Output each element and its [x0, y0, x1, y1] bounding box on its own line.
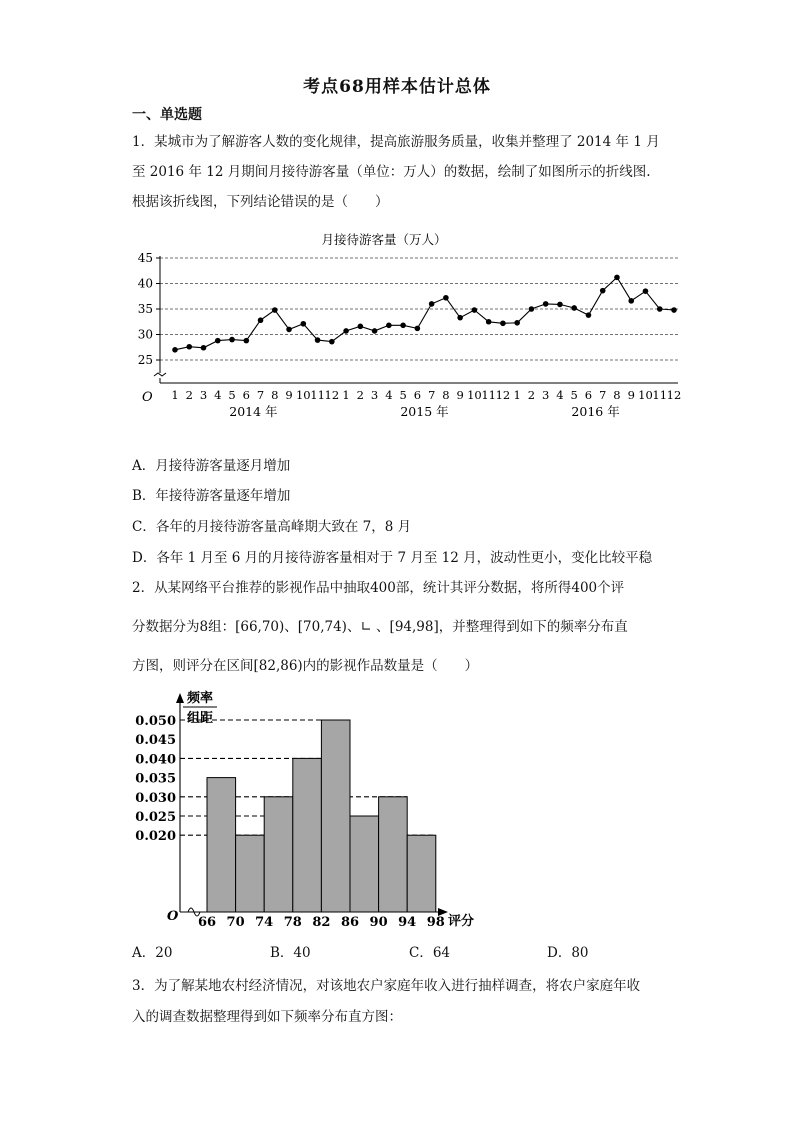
data-point	[415, 326, 421, 332]
data-point	[343, 328, 349, 334]
x-tick-label: 94	[398, 915, 417, 930]
q3-line-2: 入的调查数据整理得到如下频率分布直方图：	[132, 1009, 402, 1025]
y-label-bottom: 组距	[186, 711, 214, 726]
x-tick-label: 6	[413, 388, 422, 402]
year-label: 2016 年	[571, 404, 620, 419]
y-tick-label: 0.030	[135, 790, 176, 806]
histogram-bar	[264, 797, 293, 912]
data-point	[671, 307, 677, 313]
x-tick-label: 66	[197, 915, 217, 930]
x-tick-label: 9	[627, 388, 635, 402]
x-tick-label: 3	[370, 388, 379, 402]
data-point	[571, 305, 577, 311]
q2-option-b: B．40	[270, 945, 311, 961]
q2-line-2: 分数据分为8组：[66,70)、[70,74)、∟ 、[94,98]，并整理得到如下的频率分布直	[132, 619, 628, 635]
histogram-chart	[130, 684, 500, 934]
x-tick-labels	[171, 388, 681, 402]
q2-option-c: C．64	[409, 945, 451, 961]
data-point	[457, 315, 463, 321]
x-tick-label: 5	[399, 388, 407, 402]
data-point	[372, 328, 378, 334]
y-tick-label: 0.050	[135, 714, 176, 729]
data-point	[243, 338, 249, 344]
x-tick-label: 11	[652, 388, 668, 402]
data-point	[443, 295, 449, 301]
data-point	[529, 306, 535, 312]
y-tick-label: 45	[137, 251, 153, 265]
x-tick-label: 4	[214, 388, 222, 402]
y-axis-label	[183, 690, 217, 726]
data-point	[329, 339, 335, 345]
x-tick-label: 4	[385, 388, 393, 402]
y-tick-label: 0.035	[135, 771, 176, 787]
q1-option-a: A．月接待游客量逐月增加	[132, 458, 291, 474]
histogram-bar	[207, 778, 236, 912]
x-tick-label: 2	[356, 388, 365, 402]
q1-line-1: 1．某城市为了解游客人数的变化规律，提高旅游服务质量，收集并整理了 2014 年 1 月	[132, 134, 660, 150]
y-tick-labels	[135, 714, 176, 844]
x-tick-label: 4	[556, 388, 564, 402]
axis-break-icon	[154, 373, 166, 376]
histogram-bar	[293, 758, 322, 912]
q2-options	[0, 941, 794, 961]
y-tick-label: 40	[137, 276, 153, 291]
chart-axes	[154, 256, 678, 383]
x-tick-label: 1	[171, 388, 179, 402]
data-point	[614, 275, 620, 281]
y-axis-arrow-icon	[176, 693, 184, 703]
x-tick-label: 86	[340, 915, 360, 930]
x-tick-label: 98	[426, 915, 445, 930]
x-tick-label: 7	[256, 388, 265, 402]
data-point	[586, 312, 592, 318]
origin-label: O	[142, 390, 153, 405]
x-tick-label: 78	[283, 915, 302, 930]
x-tick-labels	[198, 915, 445, 930]
data-point	[286, 327, 292, 333]
y-tick-label: 0.020	[135, 829, 176, 845]
data-point	[557, 302, 563, 308]
x-tick-label: 82	[312, 915, 331, 930]
histogram-bar	[350, 816, 379, 912]
data-point	[486, 319, 492, 325]
y-tick-label: 0.040	[135, 752, 176, 768]
x-tick-label: 12	[495, 388, 511, 402]
bars	[207, 720, 436, 912]
data-point	[386, 323, 392, 329]
data-point	[258, 317, 264, 323]
x-tick-label: 10	[467, 388, 482, 402]
x-tick-label: 6	[242, 388, 250, 402]
y-tick-label: 25	[137, 353, 153, 367]
x-tick-label: 2	[527, 388, 536, 402]
x-tick-label: 9	[285, 388, 293, 402]
section-heading: 一、单选题	[132, 107, 202, 123]
x-tick-label: 10	[638, 388, 653, 402]
x-tick-label: 7	[599, 388, 607, 402]
data-point	[472, 307, 478, 313]
histogram-bar	[407, 835, 436, 912]
data-point	[643, 288, 649, 294]
x-tick-label: 74	[255, 915, 274, 930]
x-tick-label: 12	[666, 388, 682, 402]
data-point	[358, 324, 364, 330]
q1-option-b: B．年接待游客量逐年增加	[132, 488, 291, 504]
series-polyline	[175, 277, 674, 349]
x-tick-label: 12	[324, 388, 340, 402]
y-tick-label: 0.045	[135, 733, 176, 749]
year-label: 2015 年	[400, 404, 449, 419]
histogram-bar	[379, 797, 408, 912]
x-tick-label: 11	[481, 388, 496, 402]
q1-line-2: 至 2016 年 12 月期间月接待游客量（单位：万人）的数据，绘制了如图所示的折线图.	[132, 164, 651, 180]
grid-lines	[160, 258, 678, 360]
q2-option-d: D．80	[547, 945, 589, 961]
year-label: 2014 年	[229, 404, 278, 419]
x-tick-label: 1	[342, 388, 350, 402]
x-tick-label: 2	[185, 388, 193, 402]
y-tick-labels	[138, 251, 160, 367]
x-tick-label: 6	[584, 388, 593, 402]
line-chart	[130, 225, 690, 435]
y-tick-label: 0.025	[135, 810, 176, 825]
data-point	[301, 321, 307, 327]
page-title: 考点68用样本估计总体	[303, 77, 491, 97]
data-point	[215, 338, 221, 344]
data-point	[272, 307, 278, 313]
x-tick-label: 8	[271, 388, 279, 402]
x-tick-label: 8	[442, 388, 450, 402]
q3-line-1: 3．为了解某地农村经济情况，对该地农户家庭年收入进行抽样调查，将农户家庭年收	[132, 978, 641, 994]
chart-title: 月接待游客量（万人）	[321, 232, 447, 247]
data-point	[429, 301, 435, 307]
data-point	[172, 347, 178, 353]
x-axis-label: 评分	[448, 914, 475, 929]
x-tick-label: 10	[295, 388, 311, 402]
q1-option-c: C．各年的月接待游客量高峰期大致在 7，8 月	[132, 519, 412, 535]
q1-line-3: 根据该折线图，下列结论错误的是（ ）	[132, 194, 389, 210]
y-tick-label: 30	[137, 327, 153, 342]
origin-label: O	[167, 909, 179, 924]
x-tick-label: 5	[228, 388, 236, 402]
data-point	[543, 301, 549, 307]
data-point	[514, 320, 520, 326]
x-tick-label: 5	[570, 388, 578, 402]
data-point	[400, 323, 406, 329]
data-point	[229, 337, 235, 343]
q2-line-1: 2．从某网络平台推荐的影视作品中抽取400部，统计其评分数据，将所得400个评	[132, 580, 625, 596]
data-point	[315, 337, 321, 343]
y-tick-label: 35	[137, 302, 153, 316]
x-tick-label: 11	[310, 388, 325, 402]
data-point	[500, 320, 506, 326]
x-tick-label: 3	[542, 388, 550, 402]
x-tick-label: 7	[427, 388, 436, 402]
data-point	[600, 288, 606, 294]
year-labels	[229, 404, 619, 419]
data-point	[657, 306, 663, 312]
data-point	[186, 344, 192, 350]
histogram-bar	[236, 835, 265, 912]
data-point	[201, 345, 207, 351]
y-label-top: 频率	[186, 691, 214, 706]
x-tick-label: 1	[513, 388, 521, 402]
x-tick-label: 9	[456, 388, 464, 402]
q2-line-3: 方图，则评分在区间[82,86)内的影视作品数量是（ ）	[132, 658, 479, 674]
x-tick-label: 8	[613, 388, 621, 402]
x-tick-label: 70	[226, 915, 245, 930]
series-line	[172, 275, 677, 353]
x-tick-label: 90	[369, 915, 388, 930]
q1-option-d: D．各年 1 月至 6 月的月接待游客量相对于 7 月至 12 月，波动性更小，变化比较平稳	[132, 550, 653, 566]
data-point	[628, 298, 634, 304]
x-tick-label: 3	[199, 388, 208, 402]
histogram-bar	[321, 720, 350, 912]
q2-option-a: A．20	[132, 945, 173, 961]
